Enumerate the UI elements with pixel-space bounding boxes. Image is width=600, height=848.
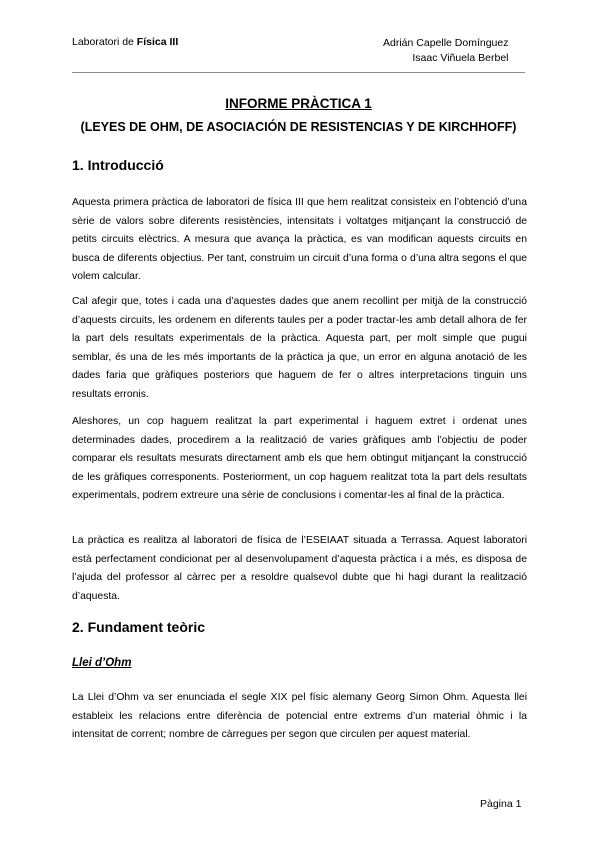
intro-paragraph-2: Cal afegir que, totes i cada una d’aquestes dades que anem recollint per mitjà de la construcció d’aquests circuits, les ordenem en diferents taules per a poder tractar-les amb detall alhora de fer la part dels resultats experimentals de la pràctica. Aquesta part, per molt simple que pugui semblar, és una de les més importants de la pràctica ja que, un error en alguna anotació de les dades faria que gràfiques posteriors que haguem de fer o altres interpretacions tinguin uns resultats erronis.: [72, 296, 527, 400]
ohm-paragraph: La Llei d’Ohm va ser enunciada el segle XIX pel físic alemany Georg Simon Ohm. Aquesta llei estableix les relacions entre diferència de potencial entre extrems d’un material òhmic i la intensitat de corrent; nombre de càrregues per segon que circulen per aquest material.: [72, 692, 527, 740]
section-heading-introduction: 1. Introducció: [72, 157, 164, 173]
header-course-name: Física III: [136, 36, 179, 48]
header-course-prefix: Laboratori de: [72, 36, 137, 48]
report-subtitle: (LEYES DE OHM, DE ASOCIACIÓN DE RESISTENCIAS Y DE KIRCHHOFF): [80, 120, 517, 134]
page-number: Pàgina 1: [480, 798, 522, 810]
section-heading-theory: 2. Fundament teòric: [72, 619, 206, 635]
subheading-ohm-law: Llei d’Ohm: [72, 657, 132, 669]
intro-paragraph-3: Aleshores, un cop haguem realitzat la part experimental i haguem extret i ordenat unes determinades dades, procedirem a la realització de varies gràfiques amb l’objectiu de poder comparar els resultats mesurats directament amb els que hem obtingut mitjançant la construcció de les gràfiques corresponents. Posteriorment, un cop haguem realitzat tota la part dels resultats experimentals, podrem extreure una sèrie de conclusions i comentar-les al final de la pràctica.: [72, 416, 527, 501]
header-divider: [72, 72, 525, 73]
report-title: INFORME PRÀCTICA 1: [225, 96, 372, 111]
header-author-1: Adrián Capelle Domínguez: [383, 37, 509, 49]
header-course: [72, 36, 178, 48]
intro-paragraph-4: La pràctica es realitza al laboratori de física de l’ESEIAAT situada a Terrassa. Aquest laboratori està perfectament condicionat per al desenvolupament d’aquesta pràctica i a més, es disposa de l’ajuda del professor al càrrec per a resoldre qualsevol dubte que hi hagi durant la realització d’aquesta.: [72, 535, 527, 602]
header-authors: [383, 36, 509, 66]
intro-paragraph-1: Aquesta primera pràctica de laboratori de física III que hem realitzat consisteix en l’obtenció d’una sèrie de valors sobre diferents resistències, intensitats i voltatges mitjançant la construcció de petits circuits elèctrics. A mesura que avança la pràctica, es van modifican aquests circuits en busca de diferents objectius. Per tant, construim un circuit d’una forma o d’una altra segons el que volem calcular.: [72, 197, 527, 282]
header-author-2: Isaac Viñuela Berbel: [412, 52, 509, 64]
